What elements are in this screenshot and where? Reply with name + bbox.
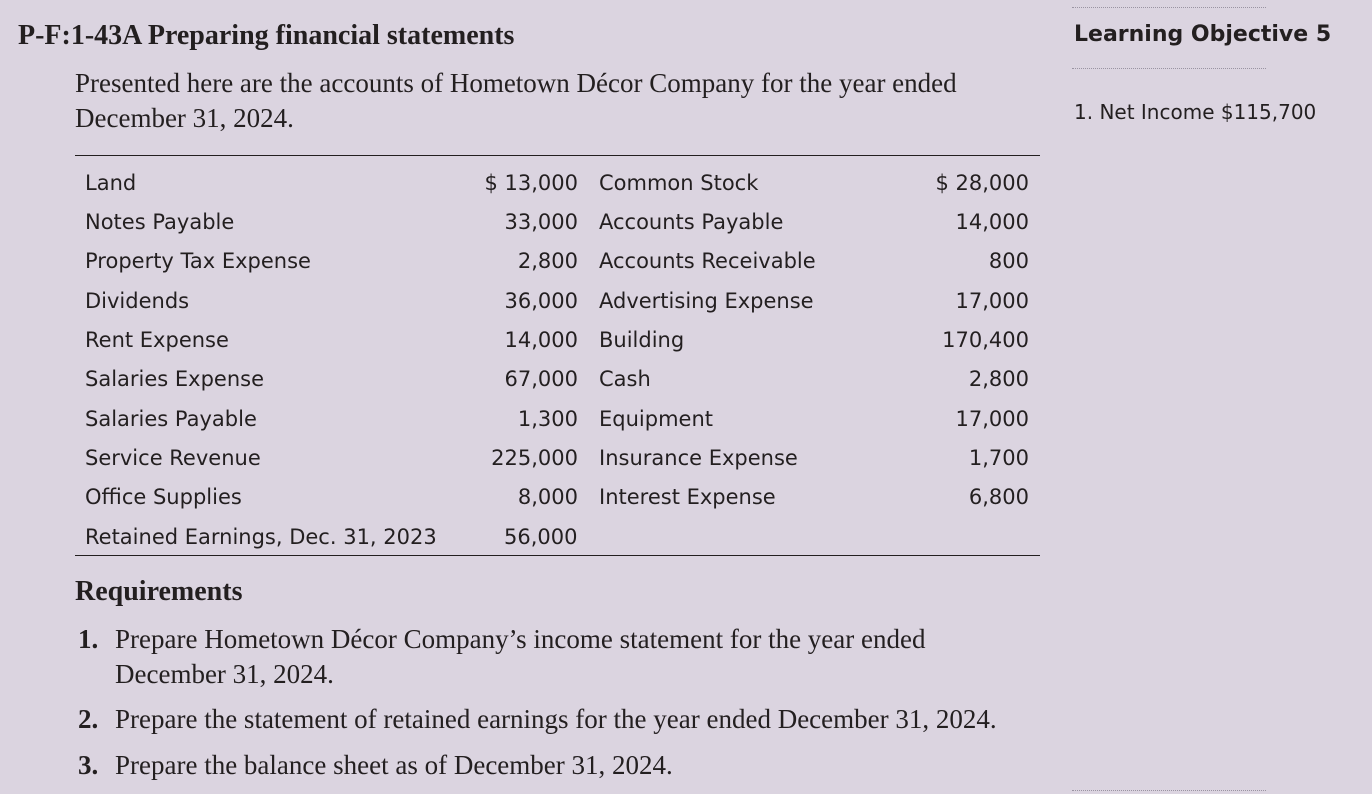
account-name: Property Tax Expense bbox=[85, 249, 311, 273]
account-amount: 225,000 bbox=[491, 446, 578, 470]
account-amount: 67,000 bbox=[504, 367, 578, 391]
requirement-number: 1. bbox=[78, 624, 99, 654]
requirement-item bbox=[75, 702, 1065, 737]
requirement-item bbox=[75, 622, 1035, 692]
account-name: Rent Expense bbox=[85, 328, 229, 352]
sidebar-divider bbox=[1072, 68, 1266, 69]
table-row bbox=[75, 364, 1040, 394]
table-row bbox=[75, 522, 1040, 552]
account-amount: 6,800 bbox=[968, 485, 1029, 509]
account-name: Building bbox=[599, 328, 685, 352]
account-name: Insurance Expense bbox=[599, 446, 798, 470]
sidebar-divider bbox=[1072, 790, 1266, 791]
requirements-title: Requirements bbox=[75, 576, 243, 607]
account-amount: 800 bbox=[988, 249, 1029, 273]
account-amount: 33,000 bbox=[504, 210, 578, 234]
table-row bbox=[75, 325, 1040, 355]
account-name: Dividends bbox=[85, 289, 190, 313]
account-name: Interest Expense bbox=[599, 485, 776, 509]
requirement-text: Prepare Hometown Décor Company’s income statement for the year ended December 31, 2024. bbox=[115, 624, 926, 689]
table-row bbox=[75, 443, 1040, 473]
account-name: Cash bbox=[599, 367, 651, 391]
problem-title: P-F:1-43A Preparing financial statements bbox=[18, 20, 515, 51]
account-name: Equipment bbox=[599, 407, 713, 431]
account-name: Retained Earnings, Dec. 31, 2023 bbox=[85, 525, 437, 549]
requirement-number: 3. bbox=[78, 750, 99, 780]
problem-intro: Presented here are the accounts of Hometown Décor Company for the year ended December 31, 2024. bbox=[75, 68, 957, 133]
requirement-text: Prepare the balance sheet as of December 31, 2024. bbox=[115, 750, 673, 780]
accounts-table bbox=[75, 155, 1040, 556]
account-name: Service Revenue bbox=[85, 446, 261, 470]
account-name: Notes Payable bbox=[85, 210, 235, 234]
requirement-number: 2. bbox=[78, 704, 99, 734]
account-amount: 36,000 bbox=[504, 289, 578, 313]
account-amount: 170,400 bbox=[942, 328, 1029, 352]
account-amount: 2,800 bbox=[517, 249, 578, 273]
table-row bbox=[75, 246, 1040, 276]
table-row bbox=[75, 286, 1040, 316]
table-row bbox=[75, 482, 1040, 512]
account-amount: 1,300 bbox=[517, 407, 578, 431]
account-name: Accounts Receivable bbox=[599, 249, 816, 273]
account-amount: 2,800 bbox=[968, 367, 1029, 391]
account-amount: 14,000 bbox=[955, 210, 1029, 234]
requirement-item bbox=[75, 748, 1065, 783]
account-amount: 17,000 bbox=[955, 407, 1029, 431]
account-name: Common Stock bbox=[599, 171, 759, 195]
requirement-text: Prepare the statement of retained earnings for the year ended December 31, 2024. bbox=[115, 704, 997, 734]
table-row bbox=[75, 168, 1040, 198]
account-amount: 14,000 bbox=[504, 328, 578, 352]
account-amount: 56,000 bbox=[504, 525, 578, 549]
learning-objective-title: Learning Objective 5 bbox=[1074, 22, 1332, 47]
account-amount: 1,700 bbox=[968, 446, 1029, 470]
table-row bbox=[75, 404, 1040, 434]
sidebar-note: 1. Net Income $115,700 bbox=[1074, 100, 1317, 124]
account-name: Salaries Payable bbox=[85, 407, 257, 431]
account-amount: $ 28,000 bbox=[935, 171, 1029, 195]
account-amount: $ 13,000 bbox=[484, 171, 578, 195]
account-name: Advertising Expense bbox=[599, 289, 814, 313]
account-amount: 17,000 bbox=[955, 289, 1029, 313]
sidebar-divider bbox=[1072, 7, 1266, 8]
table-row bbox=[75, 207, 1040, 237]
account-name: Accounts Payable bbox=[599, 210, 784, 234]
account-name: Office Supplies bbox=[85, 485, 242, 509]
account-name: Salaries Expense bbox=[85, 367, 265, 391]
account-amount: 8,000 bbox=[517, 485, 578, 509]
account-name: Land bbox=[85, 171, 137, 195]
